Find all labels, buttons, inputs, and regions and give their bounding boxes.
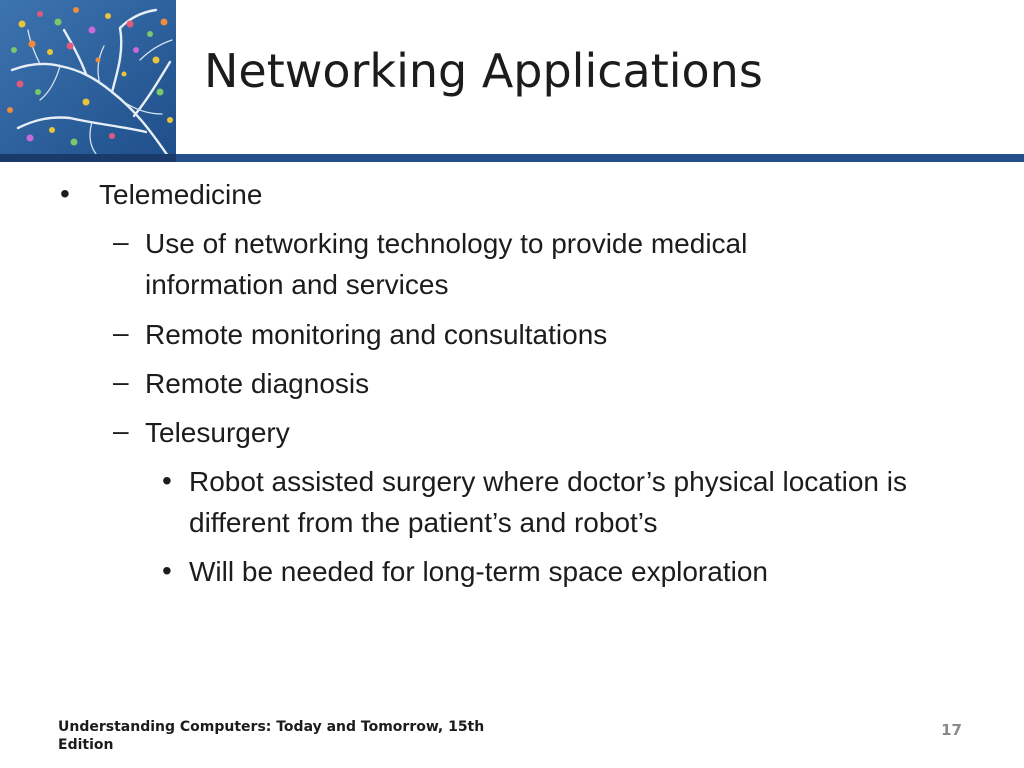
tree-decoration-image (0, 0, 176, 156)
sub-sub-bullet-robot-assisted-surgery: Robot assisted surgery where doctor’s physical location is different from the patient’s and robot’s (189, 466, 907, 538)
slide-number: 17 (941, 721, 962, 739)
title-divider-accent (0, 154, 176, 162)
bullet-marker: • (60, 178, 70, 209)
sub-bullet-remote-monitoring: Remote monitoring and consultations (145, 319, 608, 350)
dash-marker: – (113, 317, 129, 348)
dash-marker: – (113, 226, 129, 257)
sub-bullet-remote-diagnosis: Remote diagnosis (145, 368, 370, 399)
sub-sub-bullet-space-exploration: Will be needed for long-term space exploration (189, 556, 768, 587)
sub-bullet-telesurgery: Telesurgery (145, 417, 290, 448)
bullet-marker: • (162, 465, 172, 496)
dash-marker: – (113, 415, 129, 446)
dash-marker: – (113, 366, 129, 397)
sub-bullet-networking-technology: Use of networking technology to provide medical information and services (145, 228, 748, 300)
bullet-telemedicine: Telemedicine (99, 179, 263, 210)
footer-book-title: Understanding Computers: Today and Tomorrow, 15th Edition (58, 719, 485, 753)
slide-title: Networking Applications (204, 44, 763, 98)
bullet-marker: • (162, 555, 172, 586)
